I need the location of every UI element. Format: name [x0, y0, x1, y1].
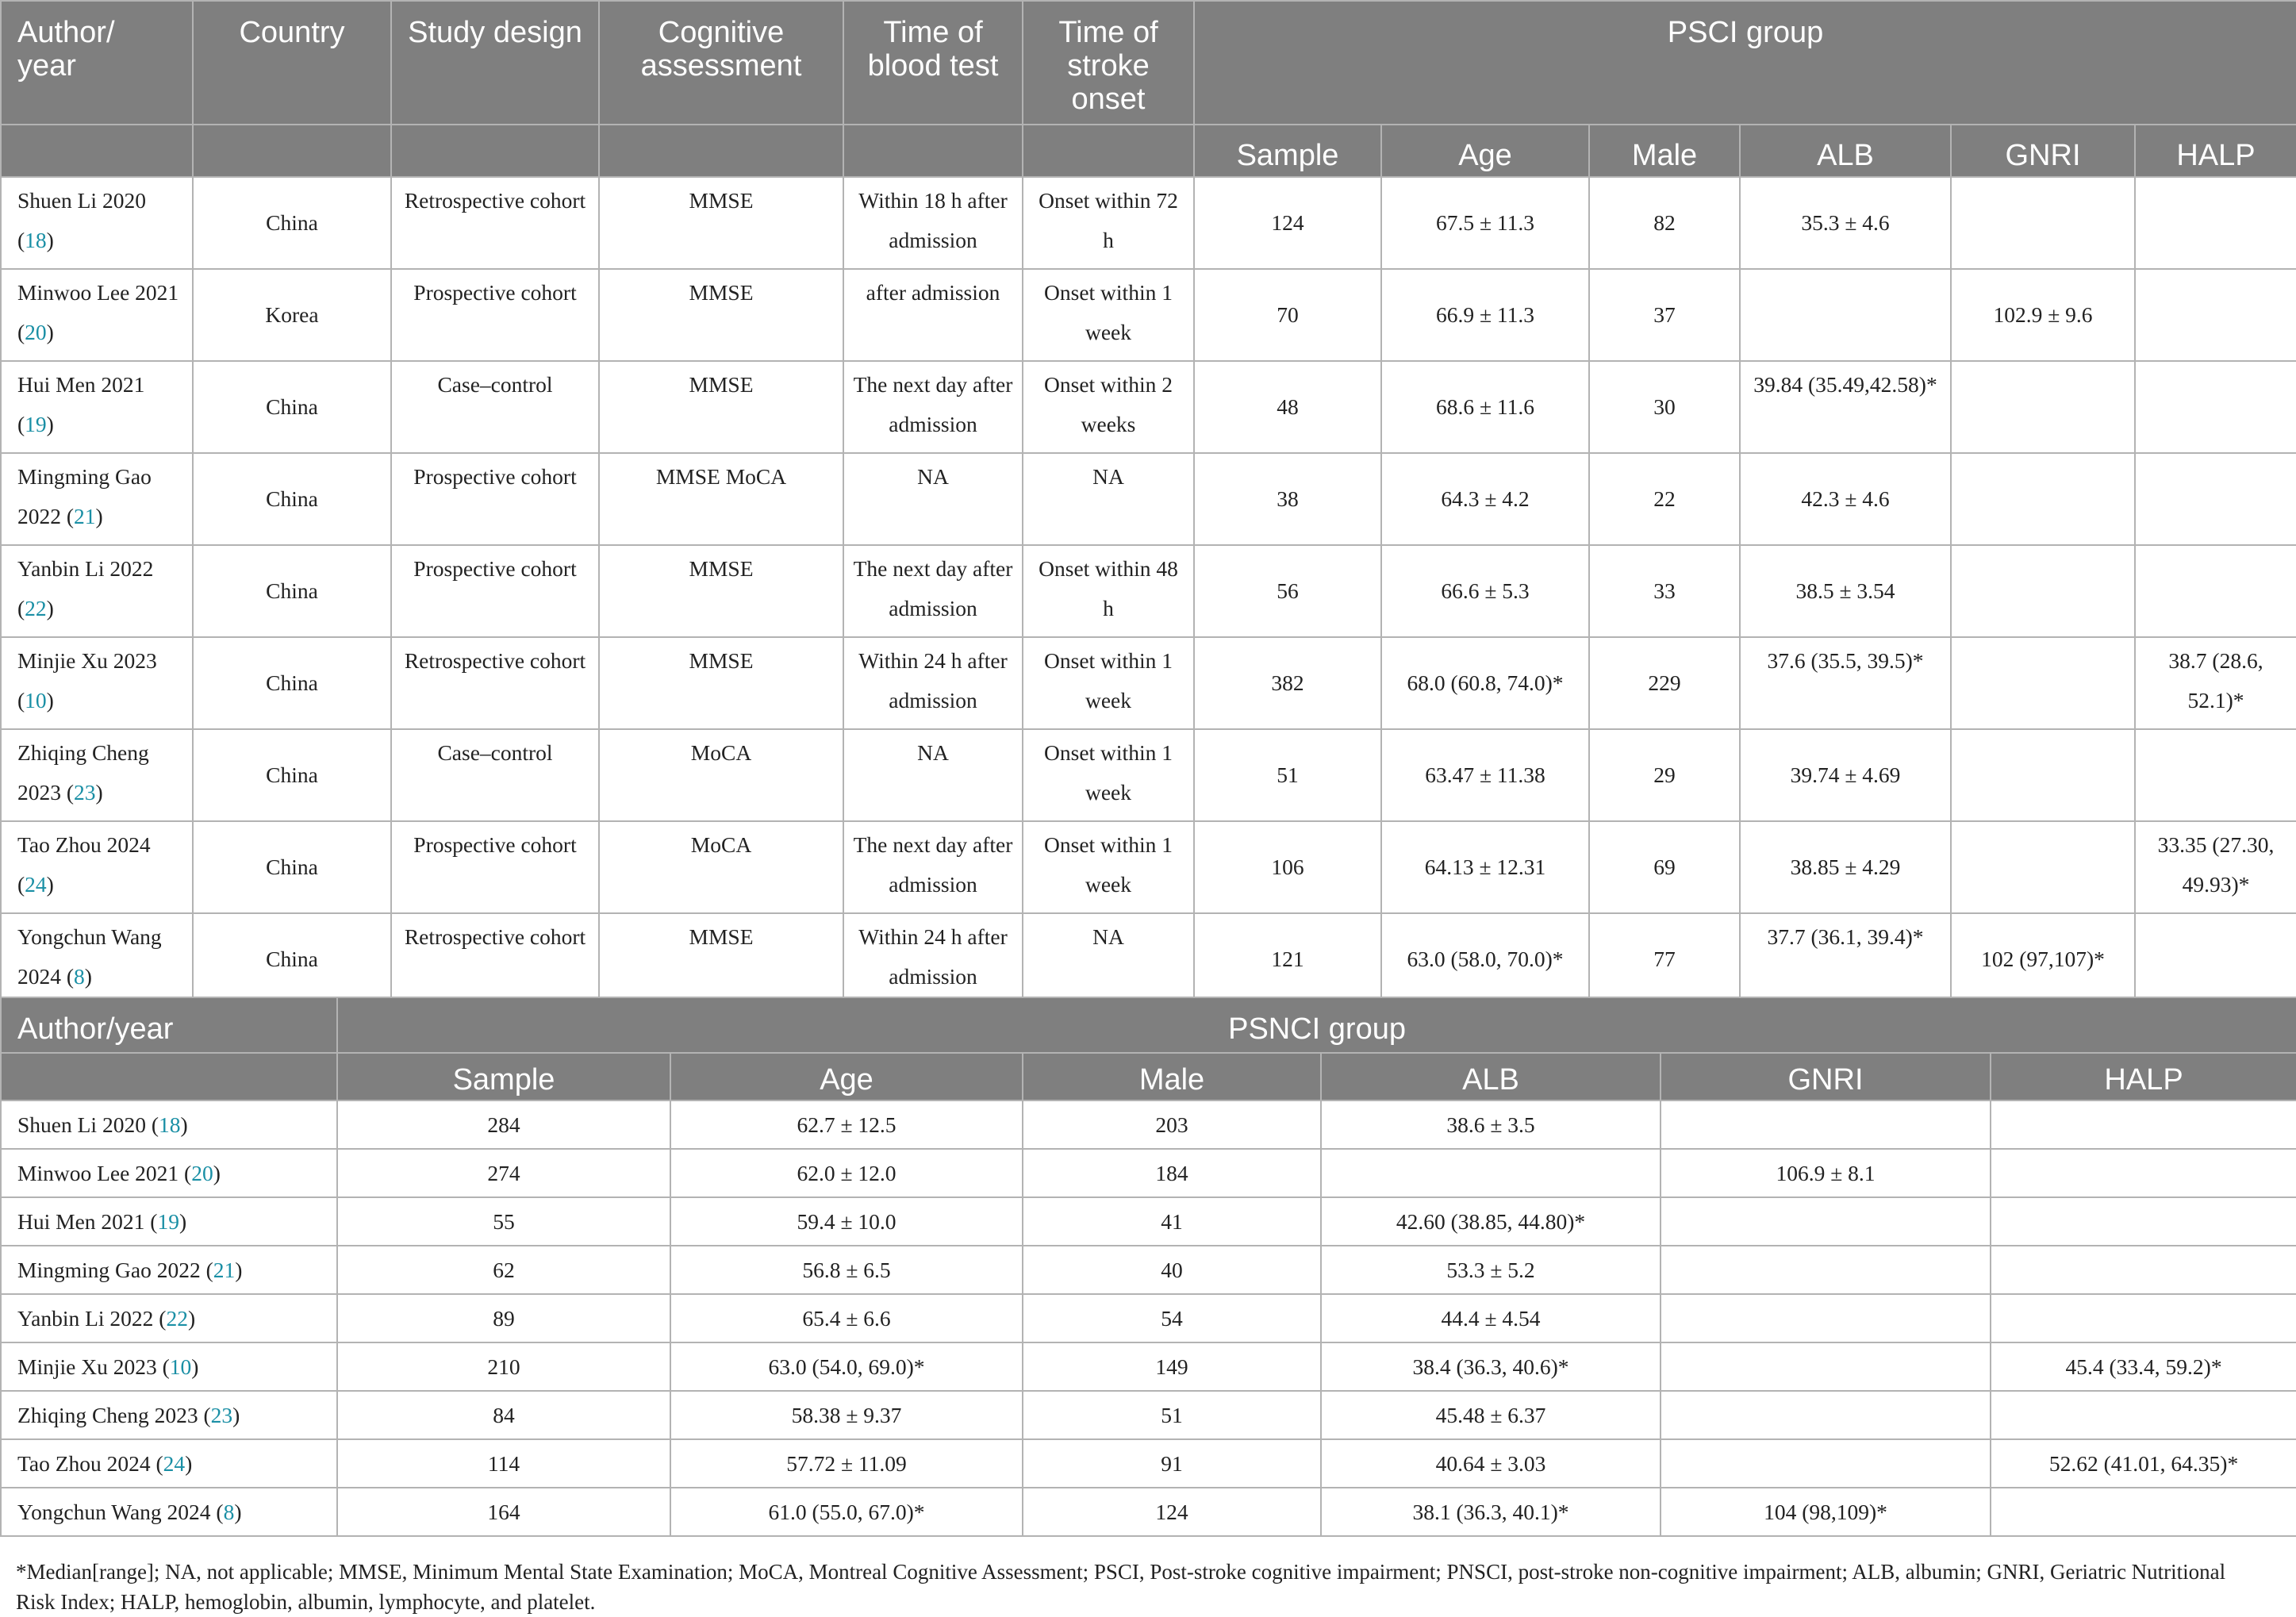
halp-cell — [1991, 1100, 2296, 1149]
study-design-cell: Prospective cohort — [391, 269, 599, 361]
reference-close: ) — [235, 1257, 243, 1282]
header-age: Age — [670, 1053, 1023, 1100]
table-row — [1, 1294, 2296, 1342]
halp-cell: 52.62 (41.01, 64.35)* — [1991, 1439, 2296, 1488]
table-row — [1, 1391, 2296, 1439]
alb-cell: 40.64 ± 3.03 — [1321, 1439, 1661, 1488]
halp-cell — [2135, 545, 2296, 637]
author-cell — [1, 361, 193, 453]
header-halp: HALP — [1991, 1053, 2296, 1100]
author-cell — [1, 637, 193, 729]
reference-link[interactable]: 8 — [74, 964, 85, 989]
reference-close: ) — [46, 688, 54, 712]
alb-cell: 53.3 ± 5.2 — [1321, 1246, 1661, 1294]
assessment-cell: MMSE — [599, 545, 843, 637]
blood-test-cell: NA — [843, 453, 1023, 545]
alb-cell: 38.85 ± 4.29 — [1740, 821, 1951, 913]
alb-cell: 37.7 (36.1, 39.4)* — [1740, 913, 1951, 1005]
male-cell: 124 — [1023, 1488, 1321, 1536]
reference-link[interactable]: 21 — [213, 1257, 236, 1282]
age-cell: 68.0 (60.8, 74.0)* — [1381, 637, 1589, 729]
gnri-cell — [1661, 1439, 1991, 1488]
country-cell: China — [193, 453, 391, 545]
halp-cell — [1991, 1197, 2296, 1246]
alb-cell — [1321, 1149, 1661, 1197]
sample-cell: 210 — [337, 1342, 670, 1391]
blood-test-cell: NA — [843, 729, 1023, 821]
table-row — [1, 1439, 2296, 1488]
blood-test-cell: Within 18 h after admission — [843, 177, 1023, 269]
header-halp: HALP — [2135, 125, 2296, 177]
age-cell: 65.4 ± 6.6 — [670, 1294, 1023, 1342]
halp-cell — [2135, 913, 2296, 1005]
male-cell: 22 — [1589, 453, 1740, 545]
sample-cell: 48 — [1194, 361, 1381, 453]
author-name: Shuen Li 2020 ( — [17, 188, 146, 252]
halp-cell — [2135, 453, 2296, 545]
age-cell: 63.47 ± 11.38 — [1381, 729, 1589, 821]
sample-cell: 56 — [1194, 545, 1381, 637]
age-cell: 59.4 ± 10.0 — [670, 1197, 1023, 1246]
male-cell: 229 — [1589, 637, 1740, 729]
header-male: Male — [1023, 1053, 1321, 1100]
reference-link[interactable]: 22 — [25, 596, 47, 620]
header-age: Age — [1381, 125, 1589, 177]
header-alb: ALB — [1321, 1053, 1661, 1100]
reference-close: ) — [213, 1160, 221, 1185]
table-row — [1, 1149, 2296, 1197]
reference-link[interactable]: 18 — [25, 228, 47, 252]
country-cell: China — [193, 913, 391, 1005]
gnri-cell — [1951, 729, 2135, 821]
footnote: *Median[range]; NA, not applicable; MMSE, Minimum Mental State Examination; MoCA, Montreal Cognitive Assessment; PSCI, Post-stroke cognitive impairment; PNSCI, post-stroke non-cognitive impairment; ALB, albumin; GNRI, Geriatric Nutritional Risk Index; HALP, hemoglobin, albumin, lymphocyte, and platelet. — [16, 1560, 2226, 1614]
reference-link[interactable]: 19 — [157, 1208, 179, 1234]
reference-close: ) — [185, 1450, 193, 1476]
country-cell: China — [193, 361, 391, 453]
reference-close: ) — [46, 320, 54, 344]
halp-cell — [1991, 1488, 2296, 1536]
reference-close: ) — [46, 412, 54, 436]
age-cell: 58.38 ± 9.37 — [670, 1391, 1023, 1439]
age-cell: 62.7 ± 12.5 — [670, 1100, 1023, 1149]
gnri-cell — [1661, 1100, 1991, 1149]
blood-test-cell: The next day after admission — [843, 361, 1023, 453]
reference-close: ) — [95, 504, 103, 528]
male-cell: 37 — [1589, 269, 1740, 361]
gnri-cell: 102 (97,107)* — [1951, 913, 2135, 1005]
male-cell: 91 — [1023, 1439, 1321, 1488]
sample-cell: 51 — [1194, 729, 1381, 821]
halp-cell — [1991, 1149, 2296, 1197]
gnri-cell — [1951, 453, 2135, 545]
sample-cell: 382 — [1194, 637, 1381, 729]
sample-cell: 114 — [337, 1439, 670, 1488]
sample-cell: 89 — [337, 1294, 670, 1342]
male-cell: 29 — [1589, 729, 1740, 821]
author-cell — [1, 1342, 337, 1391]
table-row — [1, 637, 2296, 729]
alb-cell: 38.4 (36.3, 40.6)* — [1321, 1342, 1661, 1391]
male-cell: 33 — [1589, 545, 1740, 637]
author-name: Hui Men 2021 ( — [17, 1208, 158, 1234]
male-cell: 149 — [1023, 1342, 1321, 1391]
header-gnri: GNRI — [1951, 125, 2135, 177]
reference-close: ) — [46, 228, 54, 252]
header-gnri: GNRI — [1661, 1053, 1991, 1100]
author-cell — [1, 1100, 337, 1149]
age-cell: 57.72 ± 11.09 — [670, 1439, 1023, 1488]
age-cell: 61.0 (55.0, 67.0)* — [670, 1488, 1023, 1536]
reference-link[interactable]: 20 — [25, 320, 47, 344]
stroke-onset-cell: Onset within 1 week — [1023, 821, 1194, 913]
male-cell: 30 — [1589, 361, 1740, 453]
gnri-cell — [1951, 361, 2135, 453]
age-cell: 56.8 ± 6.5 — [670, 1246, 1023, 1294]
study-design-cell: Retrospective cohort — [391, 913, 599, 1005]
author-cell — [1, 1294, 337, 1342]
header-study-design: Study design — [391, 1, 599, 125]
age-cell: 66.6 ± 5.3 — [1381, 545, 1589, 637]
reference-close: ) — [232, 1402, 240, 1427]
table-row — [1, 361, 2296, 453]
study-design-cell: Retrospective cohort — [391, 177, 599, 269]
gnri-cell — [1661, 1294, 1991, 1342]
author-name: Hui Men 2021 ( — [17, 372, 145, 436]
age-cell: 64.3 ± 4.2 — [1381, 453, 1589, 545]
stroke-onset-cell: Onset within 1 week — [1023, 269, 1194, 361]
age-cell: 63.0 (58.0, 70.0)* — [1381, 913, 1589, 1005]
author-cell — [1, 1197, 337, 1246]
male-cell: 51 — [1023, 1391, 1321, 1439]
alb-cell: 44.4 ± 4.54 — [1321, 1294, 1661, 1342]
halp-cell: 38.7 (28.6, 52.1)* — [2135, 637, 2296, 729]
halp-cell: 33.35 (27.30, 49.93)* — [2135, 821, 2296, 913]
sample-cell: 55 — [337, 1197, 670, 1246]
author-cell — [1, 821, 193, 913]
male-cell: 77 — [1589, 913, 1740, 1005]
stroke-onset-cell: NA — [1023, 453, 1194, 545]
alb-cell: 42.3 ± 4.6 — [1740, 453, 1951, 545]
alb-cell: 38.6 ± 3.5 — [1321, 1100, 1661, 1149]
gnri-cell — [1951, 637, 2135, 729]
author-name: Mingming Gao 2022 ( — [17, 1257, 213, 1282]
table-row — [1, 545, 2296, 637]
reference-link[interactable]: 21 — [74, 504, 96, 528]
male-cell: 69 — [1589, 821, 1740, 913]
alb-cell: 45.48 ± 6.37 — [1321, 1391, 1661, 1439]
halp-cell — [2135, 269, 2296, 361]
author-cell — [1, 913, 193, 1005]
table-row — [1, 913, 2296, 1005]
stroke-onset-cell: Onset within 1 week — [1023, 637, 1194, 729]
stroke-onset-cell: NA — [1023, 913, 1194, 1005]
sample-cell: 124 — [1194, 177, 1381, 269]
male-cell: 41 — [1023, 1197, 1321, 1246]
assessment-cell: MoCA — [599, 729, 843, 821]
stroke-onset-cell: Onset within 1 week — [1023, 729, 1194, 821]
header-sample: Sample — [337, 1053, 670, 1100]
header-author-year: Author/year — [1, 997, 337, 1053]
author-name: Shuen Li 2020 ( — [17, 1112, 159, 1137]
sample-cell: 106 — [1194, 821, 1381, 913]
reference-link[interactable]: 23 — [74, 780, 96, 805]
header-country: Country — [193, 1, 391, 125]
reference-link[interactable]: 23 — [210, 1402, 233, 1427]
reference-link[interactable]: 10 — [25, 688, 47, 712]
blood-test-cell: after admission — [843, 269, 1023, 361]
author-cell — [1, 1439, 337, 1488]
author-cell — [1, 177, 193, 269]
male-cell: 203 — [1023, 1100, 1321, 1149]
alb-cell: 38.5 ± 3.54 — [1740, 545, 1951, 637]
alb-cell: 39.74 ± 4.69 — [1740, 729, 1951, 821]
author-cell — [1, 729, 193, 821]
blood-test-cell: The next day after admission — [843, 821, 1023, 913]
header-sample: Sample — [1194, 125, 1381, 177]
author-cell — [1, 453, 193, 545]
author-cell — [1, 1488, 337, 1536]
gnri-cell — [1951, 545, 2135, 637]
author-name: Yongchun Wang 2024 ( — [17, 1499, 224, 1524]
reference-close: ) — [191, 1354, 199, 1379]
male-cell: 40 — [1023, 1246, 1321, 1294]
age-cell: 67.5 ± 11.3 — [1381, 177, 1589, 269]
author-name: Minjie Xu 2023 ( — [17, 648, 157, 712]
age-cell: 68.6 ± 11.6 — [1381, 361, 1589, 453]
country-cell: China — [193, 177, 391, 269]
study-design-cell: Prospective cohort — [391, 821, 599, 913]
halp-cell — [1991, 1294, 2296, 1342]
gnri-cell — [1661, 1342, 1991, 1391]
author-name: Minwoo Lee 2021 ( — [17, 280, 179, 344]
reference-close: ) — [84, 964, 92, 989]
gnri-cell — [1661, 1197, 1991, 1246]
table-row — [1, 1488, 2296, 1536]
author-name: Yanbin Li 2022 ( — [17, 556, 154, 620]
sample-cell: 284 — [337, 1100, 670, 1149]
alb-cell — [1740, 269, 1951, 361]
reference-close: ) — [46, 872, 54, 897]
header-time-blood-test: Time of blood test — [843, 1, 1023, 125]
author-cell — [1, 1149, 337, 1197]
reference-close: ) — [187, 1305, 196, 1331]
assessment-cell: MMSE — [599, 177, 843, 269]
table-row — [1, 729, 2296, 821]
reference-close: ) — [46, 596, 54, 620]
header-time-stroke-onset: Time of stroke onset — [1023, 1, 1194, 125]
table-row — [1, 269, 2296, 361]
stroke-onset-cell: Onset within 48 h — [1023, 545, 1194, 637]
stroke-onset-cell: Onset within 2 weeks — [1023, 361, 1194, 453]
author-name: Yanbin Li 2022 ( — [17, 1305, 167, 1331]
sample-cell: 164 — [337, 1488, 670, 1536]
reference-close: ) — [179, 1208, 187, 1234]
sample-cell: 70 — [1194, 269, 1381, 361]
halp-cell — [2135, 729, 2296, 821]
male-cell: 54 — [1023, 1294, 1321, 1342]
sample-cell: 274 — [337, 1149, 670, 1197]
blood-test-cell: Within 24 h after admission — [843, 913, 1023, 1005]
blood-test-cell: Within 24 h after admission — [843, 637, 1023, 729]
author-name: Tao Zhou 2024 ( — [17, 832, 151, 897]
author-cell — [1, 1246, 337, 1294]
sample-cell: 84 — [337, 1391, 670, 1439]
reference-link[interactable]: 24 — [25, 872, 47, 897]
header-cognitive-assessment: Cognitive assessment — [599, 1, 843, 125]
age-cell: 63.0 (54.0, 69.0)* — [670, 1342, 1023, 1391]
header-psci-group: PSCI group — [1194, 1, 2296, 125]
header-psnci-group: PSNCI group — [337, 997, 2296, 1053]
country-cell: Korea — [193, 269, 391, 361]
table-row — [1, 1246, 2296, 1294]
alb-cell: 39.84 (35.49,42.58)* — [1740, 361, 1951, 453]
gnri-cell — [1661, 1391, 1991, 1439]
halp-cell — [2135, 361, 2296, 453]
table-row — [1, 453, 2296, 545]
reference-close: ) — [180, 1112, 188, 1137]
gnri-cell: 106.9 ± 8.1 — [1661, 1149, 1991, 1197]
gnri-cell — [1661, 1246, 1991, 1294]
alb-cell: 37.6 (35.5, 39.5)* — [1740, 637, 1951, 729]
author-name: Zhiqing Cheng 2023 ( — [17, 1402, 211, 1427]
author-name: Minwoo Lee 2021 ( — [17, 1160, 192, 1185]
sample-cell: 38 — [1194, 453, 1381, 545]
table-row — [1, 1197, 2296, 1246]
halp-cell: 45.4 (33.4, 59.2)* — [1991, 1342, 2296, 1391]
reference-link[interactable]: 18 — [158, 1112, 181, 1137]
author-cell — [1, 269, 193, 361]
alb-cell: 42.60 (38.85, 44.80)* — [1321, 1197, 1661, 1246]
reference-link[interactable]: 19 — [25, 412, 47, 436]
alb-cell: 35.3 ± 4.6 — [1740, 177, 1951, 269]
assessment-cell: MoCA — [599, 821, 843, 913]
halp-cell — [1991, 1391, 2296, 1439]
study-design-cell: Prospective cohort — [391, 545, 599, 637]
sample-cell: 121 — [1194, 913, 1381, 1005]
study-design-cell: Case–control — [391, 729, 599, 821]
header-male: Male — [1589, 125, 1740, 177]
psnci-table — [0, 997, 2296, 1537]
assessment-cell: MMSE — [599, 269, 843, 361]
header-author-year: Author/ year — [1, 1, 193, 125]
study-design-cell: Case–control — [391, 361, 599, 453]
author-name: Zhiqing Cheng 2023 ( — [17, 740, 149, 805]
assessment-cell: MMSE MoCA — [599, 453, 843, 545]
author-cell — [1, 545, 193, 637]
author-name: Mingming Gao 2022 ( — [17, 464, 152, 528]
reference-link[interactable]: 20 — [191, 1160, 213, 1185]
author-name: Minjie Xu 2023 ( — [17, 1354, 170, 1379]
age-cell: 62.0 ± 12.0 — [670, 1149, 1023, 1197]
table-row — [1, 821, 2296, 913]
header-alb: ALB — [1740, 125, 1951, 177]
reference-close: ) — [234, 1499, 242, 1524]
author-name: Yongchun Wang 2024 ( — [17, 924, 162, 989]
country-cell: China — [193, 545, 391, 637]
stroke-onset-cell: Onset within 72 h — [1023, 177, 1194, 269]
reference-link[interactable]: 10 — [169, 1354, 192, 1379]
age-cell: 64.13 ± 12.31 — [1381, 821, 1589, 913]
age-cell: 66.9 ± 11.3 — [1381, 269, 1589, 361]
blood-test-cell: The next day after admission — [843, 545, 1023, 637]
reference-link[interactable]: 8 — [223, 1499, 235, 1524]
assessment-cell: MMSE — [599, 637, 843, 729]
country-cell: China — [193, 821, 391, 913]
table-row — [1, 1342, 2296, 1391]
sample-cell: 62 — [337, 1246, 670, 1294]
reference-link[interactable]: 24 — [163, 1450, 186, 1476]
alb-cell: 38.1 (36.3, 40.1)* — [1321, 1488, 1661, 1536]
gnri-cell: 104 (98,109)* — [1661, 1488, 1991, 1536]
gnri-cell — [1951, 821, 2135, 913]
author-name: Tao Zhou 2024 ( — [17, 1450, 163, 1476]
halp-cell — [1991, 1246, 2296, 1294]
male-cell: 82 — [1589, 177, 1740, 269]
reference-close: ) — [95, 780, 103, 805]
gnri-cell — [1951, 177, 2135, 269]
country-cell: China — [193, 729, 391, 821]
assessment-cell: MMSE — [599, 913, 843, 1005]
male-cell: 184 — [1023, 1149, 1321, 1197]
assessment-cell: MMSE — [599, 361, 843, 453]
table-row — [1, 177, 2296, 269]
country-cell: China — [193, 637, 391, 729]
reference-link[interactable]: 22 — [166, 1305, 188, 1331]
study-design-cell: Prospective cohort — [391, 453, 599, 545]
author-cell — [1, 1391, 337, 1439]
halp-cell — [2135, 177, 2296, 269]
gnri-cell: 102.9 ± 9.6 — [1951, 269, 2135, 361]
table-row — [1, 1100, 2296, 1149]
study-design-cell: Retrospective cohort — [391, 637, 599, 729]
